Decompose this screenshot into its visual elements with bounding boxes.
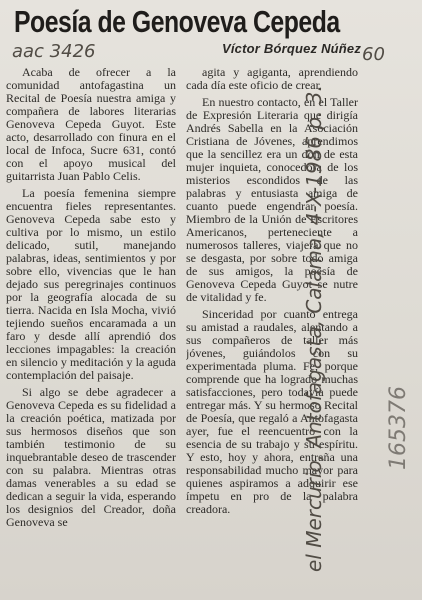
- paragraph: Acaba de ofrecer a la comunidad antofagastina un Recital de Poesía nuestra amiga y compañera de labores literarias Genoveva Cepeda Guyot. Este acto, desarrollado con finura en el local de Infoca, Sucre 631, contó con el apoyo musical del guitarrista Juan Pablo Celis.: [6, 66, 176, 183]
- paragraph: Si algo se debe agradecer a Genoveva Cepeda es su fidelidad a la creación poética, matizada por sus hermosos diseños que son también testimonio de su inquebrantable deseo de trascender con su palabra. Mientras otras damas venerables a su edad se dedican a seguir la vida, esperando los designios del Creador, doña Genoveva se: [6, 385, 176, 529]
- handwritten-archive-number: 165376: [386, 386, 411, 470]
- paragraph: agita y agiganta, aprendiendo cada día este oficio de crear.: [186, 66, 358, 92]
- paragraph: La poesía femenina siempre encuentra fieles representantes. Genoveva Cepeda sabe esto y cultiva por lo mismo, un estilo delicado, sutil, manejando palabras, ideas, sentimientos y por sobre ello, vivencias que le han dejado sus peregrinajes continuos por la geografía alocada de su tierra. Nacida en Isla Mocha, vivió tejiendo sueños encaramada a un faro y desde allí aprendió dos lecciones impagables: la creación en silencio y meditación y la aguda contemplación del paisaje.: [6, 186, 176, 382]
- handwritten-source-note: el Mercurio, Antofagasta, Calama, 4-X-1986 p. 3.: [302, 85, 326, 572]
- paragraph: Sinceridad por cuanto entrega su amistad a raudales, alentando a sus compañeros de taller más jóvenes, guiándolos con su experimentada pluma. Fe, porque comprende que ha logrado muchas satisfacciones, pero todavía puede entregar más. Y su hermoso Recital de Poesía, que regaló a Antofagasta ayer, fue el reencuentro con la esencia de su trabajo y su espíritu. Y esto, hoy y ahora, entraña una responsabilidad mucho mayor para quienes aspiramos a adquirir ese ímpetu en pro de la palabra creadora.: [186, 307, 358, 516]
- handwritten-page-number: 60: [362, 44, 385, 65]
- article-column-left: [6, 66, 176, 596]
- article-column-right: [186, 66, 358, 596]
- article-byline: Víctor Bórquez Núñez: [222, 41, 362, 56]
- handwritten-reference: aac 3426: [12, 41, 96, 62]
- article-title: Poesía de Genoveva Cepeda: [14, 4, 340, 39]
- paragraph: En nuestro contacto, en el Taller de Expresión Literaria que dirigía Andrés Sabella en la Asociación Cristiana de Jóvenes, aprendimos que la sencillez era un don de esta mujer inquieta, conocedora de los misterios escondidos de las palabras y entusiasta amiga de cuanto puede engendrar poesía. Miembro de la Unión de Escritores Americanos, perteneciente a numerosos talleres, viajera que no se desgasta, por sobre todo amiga de sus amigos, la poesía de Genoveva Cepeda Guyot se nutre de vitalidad y fe.: [186, 95, 358, 304]
